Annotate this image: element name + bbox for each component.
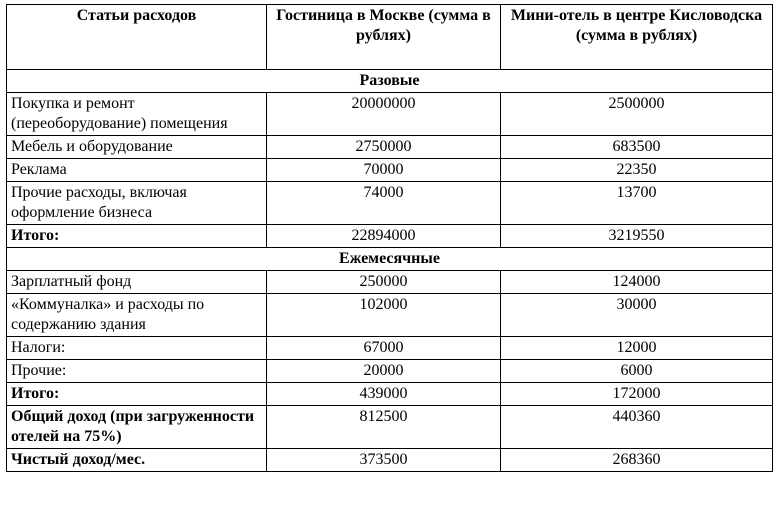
row-label: Прочие: bbox=[7, 360, 267, 383]
total-row-monthly bbox=[7, 383, 773, 406]
summary-row-total-income bbox=[7, 406, 773, 449]
moscow-summary-value: 373500 bbox=[267, 449, 501, 472]
total-label: Итого: bbox=[7, 383, 267, 406]
moscow-value: 20000 bbox=[267, 360, 501, 383]
table-row bbox=[7, 360, 773, 383]
kislovodsk-value: 683500 bbox=[501, 136, 773, 159]
header-expense-items: Статьи расходов bbox=[7, 5, 267, 70]
section-title: Ежемесячные bbox=[7, 248, 773, 271]
moscow-total: 439000 bbox=[267, 383, 501, 406]
moscow-value: 102000 bbox=[267, 294, 501, 337]
kislovodsk-summary-value: 440360 bbox=[501, 406, 773, 449]
moscow-value: 74000 bbox=[267, 182, 501, 225]
table-row bbox=[7, 136, 773, 159]
kislovodsk-value: 2500000 bbox=[501, 93, 773, 136]
table-header-row bbox=[7, 5, 773, 70]
header-kislovodsk-hotel: Мини-отель в центре Кисловодска (сумма в рублях) bbox=[501, 5, 773, 70]
moscow-value: 250000 bbox=[267, 271, 501, 294]
moscow-value: 20000000 bbox=[267, 93, 501, 136]
moscow-value: 70000 bbox=[267, 159, 501, 182]
summary-label: Чистый доход/мес. bbox=[7, 449, 267, 472]
section-header-monthly bbox=[7, 248, 773, 271]
moscow-total: 22894000 bbox=[267, 225, 501, 248]
moscow-value: 67000 bbox=[267, 337, 501, 360]
row-label: Зарплатный фонд bbox=[7, 271, 267, 294]
table-row bbox=[7, 93, 773, 136]
section-title: Разовые bbox=[7, 70, 773, 93]
kislovodsk-value: 124000 bbox=[501, 271, 773, 294]
kislovodsk-total: 3219550 bbox=[501, 225, 773, 248]
summary-label: Общий доход (при загруженности отелей на 75%) bbox=[7, 406, 267, 449]
kislovodsk-value: 12000 bbox=[501, 337, 773, 360]
kislovodsk-total: 172000 bbox=[501, 383, 773, 406]
row-label: Реклама bbox=[7, 159, 267, 182]
header-moscow-hotel: Гостиница в Москве (сумма в рублях) bbox=[267, 5, 501, 70]
summary-row-net-income bbox=[7, 449, 773, 472]
table-row bbox=[7, 271, 773, 294]
table-row bbox=[7, 337, 773, 360]
moscow-value: 2750000 bbox=[267, 136, 501, 159]
table-row bbox=[7, 159, 773, 182]
table-row bbox=[7, 294, 773, 337]
kislovodsk-value: 30000 bbox=[501, 294, 773, 337]
kislovodsk-value: 22350 bbox=[501, 159, 773, 182]
row-label: Прочие расходы, включая оформление бизнеса bbox=[7, 182, 267, 225]
row-label: Налоги: bbox=[7, 337, 267, 360]
table-row bbox=[7, 182, 773, 225]
kislovodsk-value: 6000 bbox=[501, 360, 773, 383]
row-label: Мебель и оборудование bbox=[7, 136, 267, 159]
kislovodsk-summary-value: 268360 bbox=[501, 449, 773, 472]
total-label: Итого: bbox=[7, 225, 267, 248]
total-row-one-time bbox=[7, 225, 773, 248]
row-label: Покупка и ремонт (переоборудование) помещения bbox=[7, 93, 267, 136]
kislovodsk-value: 13700 bbox=[501, 182, 773, 225]
expenses-table bbox=[6, 4, 773, 472]
moscow-summary-value: 812500 bbox=[267, 406, 501, 449]
row-label: «Коммуналка» и расходы по содержанию здания bbox=[7, 294, 267, 337]
section-header-one-time bbox=[7, 70, 773, 93]
